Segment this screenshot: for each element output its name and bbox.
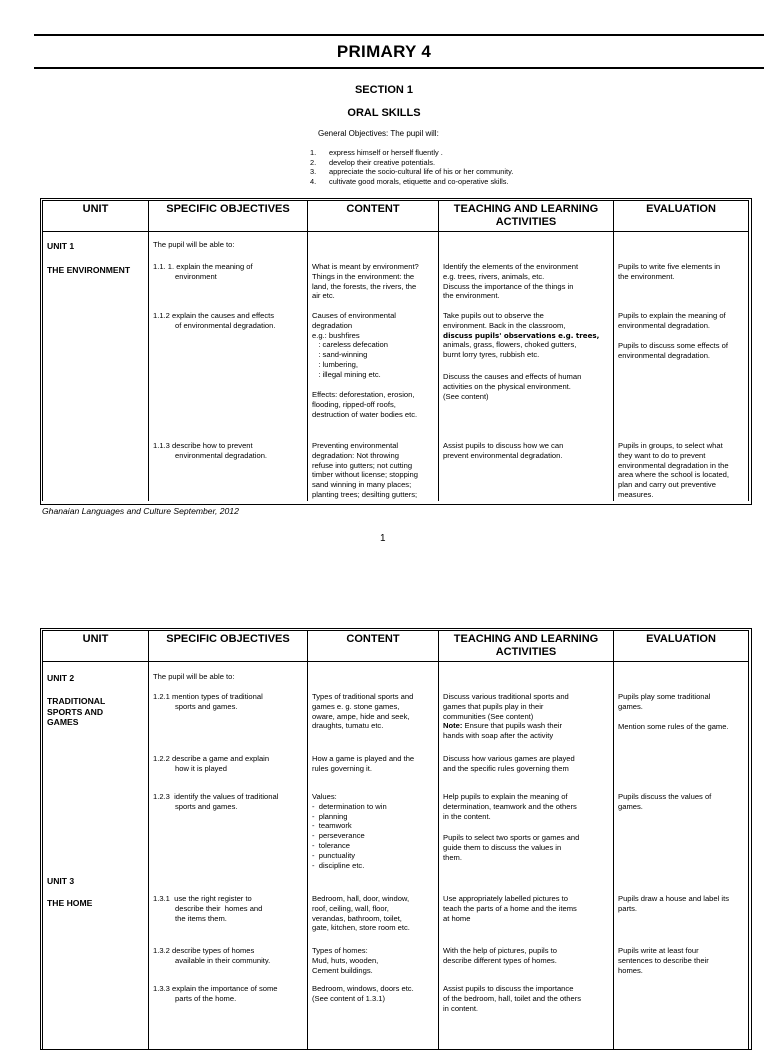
general-objective-text: develop their creative potentials. — [329, 158, 435, 167]
objective-1-3-2 — [153, 946, 303, 966]
content-1-2-2 — [312, 754, 434, 774]
header-unit: UNIT — [43, 631, 149, 662]
text-line: gate, kitchen, store room etc. — [312, 923, 434, 933]
text-line: the environment. — [443, 291, 609, 301]
general-objective-text: cultivate good morals, etiquette and co-operative skills. — [329, 177, 509, 186]
text-line: oware, ampe, hide and seek, — [312, 712, 434, 722]
text-line: and the specific rules governing them — [443, 764, 609, 774]
objective-1-2-3 — [153, 792, 303, 812]
text-line: Mud, huts, wooden, — [312, 956, 434, 966]
text-line: degradation: Not throwing — [312, 451, 434, 461]
content-1-2-3: Values: - determination to win - planning - teamwork - perseverance - tolerance - punctuality - discipline etc. — [312, 792, 434, 870]
text-line: (See content) — [443, 392, 609, 402]
text-line: Pupils to write five elements in — [618, 262, 744, 272]
text-line: Causes of environmental — [312, 311, 434, 321]
text-line: at home — [443, 914, 609, 924]
note-label: Note: — [443, 721, 462, 730]
text-line: teach the parts of a home and the items — [443, 904, 609, 914]
content-1-1-1 — [312, 262, 434, 301]
text-line: communities (See content) — [443, 712, 609, 722]
content-1-2-1 — [312, 692, 434, 731]
objective-1-2-2 — [153, 754, 303, 774]
content-1-1-3 — [312, 441, 434, 500]
text-line: Discuss the importance of the things in — [443, 282, 609, 292]
text-line: degradation — [312, 321, 434, 331]
activity-1-3-3 — [443, 984, 609, 1013]
general-objectives-list — [310, 148, 513, 186]
text-line: Pupils in groups, to select what — [618, 441, 744, 451]
text-line: homes. — [618, 966, 744, 976]
text-line: Pupils to select two sports or games and — [443, 833, 609, 843]
general-objective-text: appreciate the socio-cultural life of his or her community. — [329, 167, 513, 176]
text-line: Assist pupils to discuss how we can — [443, 441, 609, 451]
evaluation-1-3-1 — [618, 894, 744, 914]
subsection-heading: ORAL SKILLS — [0, 107, 768, 119]
t1-unit-cell — [43, 232, 149, 502]
header-content: CONTENT — [308, 631, 439, 662]
content-1-1-2-effects — [312, 390, 434, 419]
text-line: describe their homes and — [153, 904, 303, 914]
general-objective-item — [310, 167, 513, 177]
text-line: : illegal mining etc. — [312, 370, 434, 380]
text-line: air etc. — [312, 291, 434, 301]
text-line: 1.2.1 mention types of traditional — [153, 692, 303, 702]
general-objective-number: 3. — [310, 167, 329, 177]
objective-1-1-2: 1.1.2 explain the causes and effects of environmental degradation. — [153, 311, 303, 331]
unit-2-title — [47, 696, 144, 728]
text-line: games e. g. stone games, — [312, 702, 434, 712]
text-line: Things in the environment: the — [312, 272, 434, 282]
text-line: games. — [618, 702, 744, 712]
text-line: Effects: deforestation, erosion, — [312, 390, 434, 400]
text-line: Pupils to explain the meaning of — [618, 311, 744, 321]
activity-1-1-1 — [443, 262, 609, 301]
header-evaluation: EVALUATION — [614, 201, 749, 232]
text-line: parts of the home. — [153, 994, 303, 1004]
text-line: - tolerance — [312, 841, 434, 851]
text-line: flooding, ripped-off roofs, — [312, 400, 434, 410]
text-line: games. — [618, 802, 744, 812]
t2-objectives-cell — [149, 662, 308, 1050]
text-line: : lumbering, — [312, 360, 434, 370]
t1-content-cell — [308, 232, 439, 502]
text-line: Help pupils to explain the meaning of — [443, 792, 609, 802]
evaluation-1-2-1b: Mention some rules of the game. — [618, 722, 744, 732]
section-heading: SECTION 1 — [0, 84, 768, 96]
general-objective-number: 4. — [310, 177, 329, 187]
text-line: in content. — [443, 1004, 609, 1014]
objective-1-1-1: 1.1. 1. explain the meaning of environment — [153, 262, 303, 282]
text-line: land, the forests, the rivers, the — [312, 282, 434, 292]
text-line: Cement buildings. — [312, 966, 434, 976]
text-line: Preventing environmental — [312, 441, 434, 451]
text-line: in the content. — [443, 812, 609, 822]
text-line: Discuss various traditional sports and — [443, 692, 609, 702]
text-line: environment. Back in the classroom, — [443, 321, 609, 331]
activity-1-2-3a — [443, 792, 609, 821]
content-1-3-3 — [312, 984, 434, 1004]
text-line: area where the school is located, — [618, 470, 744, 480]
text-line: - punctuality — [312, 851, 434, 861]
general-objective-item — [310, 148, 513, 158]
text-line: e.g.: bushfires — [312, 331, 434, 341]
text-line: Bedroom, hall, door, window, — [312, 894, 434, 904]
text-line: timber without license; stopping — [312, 470, 434, 480]
text-line: Assist pupils to discuss the importance — [443, 984, 609, 994]
activity-1-2-3b — [443, 833, 609, 862]
text-line: sand winning in many places; — [312, 480, 434, 490]
activity-1-1-3 — [443, 441, 609, 461]
text-line: 1.3.1 use the right register to — [153, 894, 303, 904]
text-line: - discipline etc. — [312, 861, 434, 871]
text-line: 1.3.3 explain the importance of some — [153, 984, 303, 994]
text-line: Discuss how various games are played — [443, 754, 609, 764]
text-line: them. — [443, 853, 609, 863]
text-line: prevent environmental degradation. — [443, 451, 609, 461]
content-1-1-2 — [312, 311, 434, 380]
general-objective-item — [310, 177, 513, 187]
text-line: e.g. trees, rivers, animals, etc. — [443, 272, 609, 282]
objective-1-1-3: 1.1.3 describe how to prevent environmental degradation. — [153, 441, 303, 461]
evaluation-1-3-2 — [618, 946, 744, 975]
page-footer: Ghanaian Languages and Culture September, 2012 — [42, 506, 239, 516]
text-line: Identify the elements of the environment — [443, 262, 609, 272]
evaluation-1-1-2b — [618, 341, 744, 361]
general-objective-item — [310, 158, 513, 168]
objective-1-3-1 — [153, 894, 303, 923]
text-line: Pupils discuss the values of — [618, 792, 744, 802]
text-line: What is meant by environment? — [312, 262, 434, 272]
activity-1-3-1 — [443, 894, 609, 923]
text-line: rules governing it. — [312, 764, 434, 774]
general-objective-text: express himself or herself fluently . — [329, 148, 443, 157]
header-teaching-activities: TEACHING AND LEARNING ACTIVITIES — [439, 631, 614, 662]
text-line: Pupils draw a house and label its — [618, 894, 744, 904]
text-line: - planning — [312, 812, 434, 822]
general-objective-number: 1. — [310, 148, 329, 158]
text-line: parts. — [618, 904, 744, 914]
t1-intro: The pupil will be able to: — [153, 240, 303, 250]
general-objective-number: 2. — [310, 158, 329, 168]
header-evaluation: EVALUATION — [614, 631, 749, 662]
text-line: measures. — [618, 490, 744, 500]
text-line: Use appropriately labelled pictures to — [443, 894, 609, 904]
general-objectives-intro: General Objectives: The pupil will: — [318, 129, 439, 138]
text-line: draughts, tumatu etc. — [312, 721, 434, 731]
text-line: (See content of 1.3.1) — [312, 994, 434, 1004]
objective-1-2-1 — [153, 692, 303, 712]
text-line: planting trees; desilting gutters; — [312, 490, 434, 500]
text-line: How a game is played and the — [312, 754, 434, 764]
text-line: determination, teamwork and the others — [443, 802, 609, 812]
evaluation-1-1-1 — [618, 262, 744, 282]
header-unit: UNIT — [43, 201, 149, 232]
activity-1-3-2 — [443, 946, 609, 966]
activity-1-2-1 — [443, 692, 609, 741]
t2-activities-cell — [439, 662, 614, 1050]
text-line: Types of traditional sports and — [312, 692, 434, 702]
text-line: Note: Ensure that pupils wash their — [443, 721, 609, 731]
t1-evaluation-cell — [614, 232, 749, 502]
text-line: GAMES — [47, 717, 144, 728]
text-line: the items them. — [153, 914, 303, 924]
text-line: roof, ceiling, wall, floor, — [312, 904, 434, 914]
header-teaching-activities: TEACHING AND LEARNING ACTIVITIES — [439, 201, 614, 232]
text-line: animals, grass, flowers, choked gutters, — [443, 340, 609, 350]
text-line: Pupils play some traditional — [618, 692, 744, 702]
curriculum-table-1 — [42, 200, 749, 501]
activity-1-1-2-discussion — [443, 372, 609, 401]
text-line: destruction of water bodies etc. — [312, 410, 434, 420]
unit-3-title: THE HOME — [47, 898, 144, 909]
text-line: : careless defecation — [312, 340, 434, 350]
text-line: available in their community. — [153, 956, 303, 966]
text-line: hands with soap after the activity — [443, 731, 609, 741]
text-line: how it is played — [153, 764, 303, 774]
text-line: SPORTS AND — [47, 707, 144, 718]
text-line: games that pupils play in their — [443, 702, 609, 712]
page-title: PRIMARY 4 — [0, 42, 768, 62]
header-content: CONTENT — [308, 201, 439, 232]
text-line: sentences to describe their — [618, 956, 744, 966]
text-line: Take pupils out to observe the — [443, 311, 609, 321]
evaluation-1-1-2a — [618, 311, 744, 331]
text-line: - teamwork — [312, 821, 434, 831]
text-line: they want to do to prevent — [618, 451, 744, 461]
text-line: environmental degradation. — [618, 351, 744, 361]
t2-content-cell — [308, 662, 439, 1050]
text-line: guide them to discuss the values in — [443, 843, 609, 853]
text-line: Pupils to discuss some effects of — [618, 341, 744, 351]
activity-1-2-2 — [443, 754, 609, 774]
content-1-3-2 — [312, 946, 434, 975]
unit-3-label: UNIT 3 — [47, 876, 144, 887]
text-line: 1.3.2 describe types of homes — [153, 946, 303, 956]
text-line: of the bedroom, hall, toilet and the others — [443, 994, 609, 1004]
text-line: With the help of pictures, pupils to — [443, 946, 609, 956]
text-line: Bedroom, windows, doors etc. — [312, 984, 434, 994]
evaluation-1-2-1a — [618, 692, 744, 712]
text-line: refuse into gutters; not cutting — [312, 461, 434, 471]
t2-intro: The pupil will be able to: — [153, 672, 303, 682]
text-line: activities on the physical environment. — [443, 382, 609, 392]
header-specific-objectives: SPECIFIC OBJECTIVES — [149, 631, 308, 662]
text-line: Types of homes: — [312, 946, 434, 956]
text-line: TRADITIONAL — [47, 696, 144, 707]
unit-1-label: UNIT 1 — [47, 241, 144, 252]
text-line: sports and games. — [153, 802, 303, 812]
text-line: environmental degradation. — [618, 321, 744, 331]
content-1-3-1 — [312, 894, 434, 933]
text-line: environmental degradation in the — [618, 461, 744, 471]
t2-evaluation-cell — [614, 662, 749, 1050]
text-line: the environment. — [618, 272, 744, 282]
t2-unit-cell — [43, 662, 149, 1050]
text-line: - perseverance — [312, 831, 434, 841]
top-rule-2 — [34, 67, 764, 69]
text-line: Discuss the causes and effects of human — [443, 372, 609, 382]
text-line: - determination to win — [312, 802, 434, 812]
text-line: Pupils write at least four — [618, 946, 744, 956]
t1-activities-cell — [439, 232, 614, 502]
top-rule-1 — [34, 34, 764, 36]
text-line: burnt lorry tyres, rubbish etc. — [443, 350, 609, 360]
header-specific-objectives: SPECIFIC OBJECTIVES — [149, 201, 308, 232]
page-number: 1 — [380, 533, 386, 544]
objective-1-3-3 — [153, 984, 303, 1004]
text-line: 1.2.2 describe a game and explain — [153, 754, 303, 764]
evaluation-1-1-3 — [618, 441, 744, 500]
t1-objectives-cell — [149, 232, 308, 502]
activity-1-1-2: Take pupils out to observe the environment. Back in the classroom, discuss pupils' observations e.g. trees, animals, grass, flowers, choked gutters, burnt lorry tyres, rubbish etc. — [443, 311, 609, 360]
text-line: plan and carry out preventive — [618, 480, 744, 490]
evaluation-1-2-3 — [618, 792, 744, 812]
text-line: 1.2.3 identify the values of traditional — [153, 792, 303, 802]
curriculum-table-2 — [42, 630, 749, 1050]
unit-2-label: UNIT 2 — [47, 673, 144, 684]
text-line: sports and games. — [153, 702, 303, 712]
text-line: describe different types of homes. — [443, 956, 609, 966]
unit-1-title: THE ENVIRONMENT — [47, 265, 144, 276]
text-line: verandas, bathroom, toilet, — [312, 914, 434, 924]
text-line: : sand-winning — [312, 350, 434, 360]
